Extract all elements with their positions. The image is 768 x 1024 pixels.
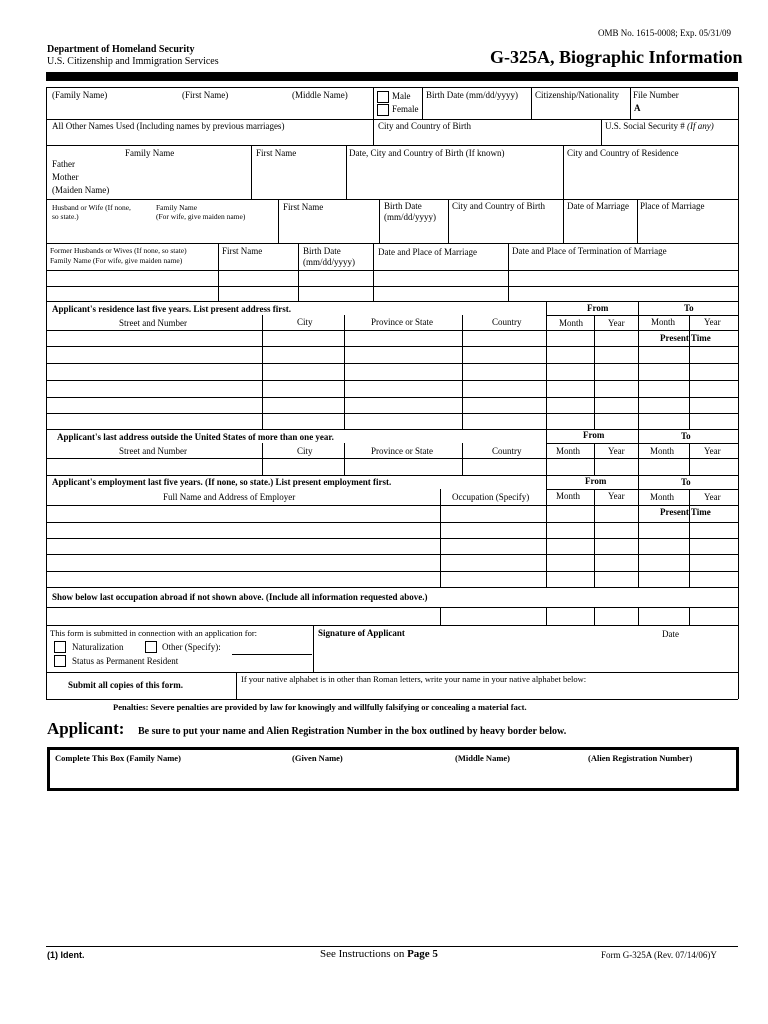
rule <box>46 587 47 625</box>
rule <box>738 243 739 301</box>
rule <box>601 119 602 145</box>
residence-city-label: City <box>297 317 313 327</box>
rule <box>563 199 564 243</box>
place-of-marriage-label: Place of Marriage <box>640 201 705 211</box>
rule <box>546 429 547 475</box>
rule <box>638 429 639 475</box>
form-title: G-325A, Biographic Information <box>490 47 743 67</box>
middle-name-label: (Middle Name) <box>292 90 348 100</box>
permanent-resident-checkbox[interactable] <box>54 655 66 667</box>
abroad-province-label: Province or State <box>371 446 433 456</box>
abroad-city-label: City <box>297 446 313 456</box>
abroad-from-year: Year <box>608 446 625 456</box>
rule <box>448 199 449 243</box>
rule <box>638 607 639 625</box>
employment-section-title: Applicant's employment last five years. (If none, so state.) List present employment first. <box>52 477 392 487</box>
instructions-page-link: Page 5 <box>407 948 438 960</box>
rule <box>440 489 441 587</box>
rule <box>278 199 279 243</box>
instructions-prefix: See Instructions on <box>320 948 408 960</box>
rule <box>46 119 738 120</box>
rule <box>46 458 738 459</box>
rule <box>262 315 263 429</box>
rule <box>546 301 547 429</box>
rule <box>46 699 738 700</box>
rule <box>344 443 345 475</box>
rule <box>46 87 47 119</box>
rule <box>630 87 631 119</box>
rule <box>46 429 47 475</box>
residence-from-year: Year <box>608 318 625 328</box>
rule <box>46 505 738 506</box>
native-alphabet-label: If your native alphabet is in other than Roman letters, write your name in your native alphabet below: <box>241 674 587 684</box>
rule <box>46 475 738 476</box>
rule <box>46 363 738 364</box>
rule <box>373 243 374 301</box>
agency-name: U.S. Citizenship and Immigration Services <box>47 56 219 67</box>
rule <box>46 380 738 381</box>
employment-from-month: Month <box>556 491 581 501</box>
female-label: Female <box>392 104 419 114</box>
rule <box>738 429 739 475</box>
header-rule <box>46 72 738 81</box>
maiden-name-label: (Maiden Name) <box>52 185 110 195</box>
rule <box>236 672 237 699</box>
employment-to-label: To <box>681 477 691 487</box>
former-first-name-label: First Name <box>222 246 263 256</box>
complete-box-middle-label: (Middle Name) <box>455 753 511 763</box>
employment-to-month: Month <box>650 492 675 502</box>
rule <box>46 571 738 572</box>
complete-box-alien-label: (Alien Registration Number) <box>588 753 693 763</box>
employment-from-year: Year <box>608 491 625 501</box>
rule <box>218 243 219 301</box>
rule <box>313 625 314 672</box>
rule <box>46 554 738 555</box>
spouse-label-2: so state.) <box>52 212 79 221</box>
omb-number: OMB No. 1615-0008; Exp. 05/31/09 <box>598 28 732 38</box>
mother-label: Mother <box>52 172 79 182</box>
rule <box>594 607 595 625</box>
former-birth-date-label-2: (mm/dd/yyyy) <box>303 257 355 267</box>
rule <box>738 199 739 243</box>
rule <box>46 413 738 414</box>
rule <box>546 315 738 316</box>
rule <box>563 145 564 199</box>
residence-country-label: Country <box>492 317 522 327</box>
rule <box>638 301 639 429</box>
rule <box>46 119 47 145</box>
footer-rule <box>46 946 738 947</box>
spouse-first-name-label: First Name <box>283 202 324 212</box>
spouse-label-1: Husband or Wife (If none, <box>52 203 131 212</box>
complete-box-family-label: Complete This Box (Family Name) <box>55 753 181 763</box>
employment-present-time: Present Time <box>660 507 711 517</box>
rule <box>738 475 739 587</box>
rule <box>689 489 690 587</box>
rule <box>46 522 738 523</box>
rule <box>262 443 263 475</box>
father-label: Father <box>52 159 75 169</box>
rule <box>46 330 738 331</box>
rule <box>546 489 738 490</box>
rule <box>440 607 441 625</box>
former-marriage-label: Date and Place of Marriage <box>378 247 477 257</box>
residence-to-label: To <box>684 303 694 313</box>
submit-all-copies: Submit all copies of this form. <box>68 680 184 690</box>
rule <box>46 270 738 271</box>
rule <box>251 145 252 199</box>
rule <box>738 587 739 625</box>
residence-from-month: Month <box>559 318 584 328</box>
complete-box-given-label: (Given Name) <box>292 753 343 763</box>
rule <box>531 87 532 119</box>
rule <box>594 443 595 475</box>
rule <box>46 429 738 430</box>
former-label-2: Family Name (For wife, give maiden name) <box>50 256 183 265</box>
spouse-city-birth-label: City and Country of Birth <box>452 201 545 211</box>
rule <box>508 243 509 301</box>
first-name-label: (First Name) <box>182 90 229 100</box>
residence-section-title: Applicant's residence last five years. List present address first. <box>52 304 291 314</box>
see-instructions <box>320 949 438 960</box>
city-country-birth-label: City and Country of Birth <box>378 121 471 131</box>
rule <box>298 243 299 301</box>
signature-label: Signature of Applicant <box>318 628 405 638</box>
female-checkbox[interactable] <box>377 104 389 116</box>
naturalization-checkbox[interactable] <box>54 641 66 653</box>
abroad-to-label: To <box>681 431 691 441</box>
rule <box>462 443 463 475</box>
spouse-birth-date-label-2: (mm/dd/yyyy) <box>384 212 436 222</box>
residence-from-label: From <box>587 303 609 313</box>
rule <box>46 625 47 672</box>
rule <box>422 87 423 119</box>
former-label-1: Former Husbands or Wives (If none, so state) <box>50 246 187 255</box>
rule <box>379 199 380 243</box>
residence-province-label: Province or State <box>371 317 433 327</box>
permanent-resident-label: Status as Permanent Resident <box>72 656 179 666</box>
ssn-note: (If any) <box>687 121 714 131</box>
family-name-label: (Family Name) <box>52 90 108 100</box>
rule <box>46 145 738 146</box>
employment-from-label: From <box>585 476 607 486</box>
birth-date-label: Birth Date (mm/dd/yyyy) <box>426 90 518 100</box>
rule <box>46 538 738 539</box>
form-revision: Form G-325A (Rev. 07/14/06)Y <box>601 950 717 960</box>
abroad-from-month: Month <box>556 446 581 456</box>
spouse-birth-date-label-1: Birth Date <box>384 201 422 211</box>
date-label: Date <box>662 629 679 639</box>
rule <box>46 475 47 587</box>
parents-residence-label: City and Country of Residence <box>567 148 679 158</box>
rule <box>46 286 738 287</box>
applicant-label: Applicant: <box>47 719 125 738</box>
rule <box>638 475 639 587</box>
parents-first-name-label: First Name <box>256 148 297 158</box>
rule <box>689 443 690 475</box>
date-of-marriage-label: Date of Marriage <box>567 201 629 211</box>
rule <box>46 672 738 673</box>
rule <box>46 301 738 302</box>
residence-to-year: Year <box>704 317 721 327</box>
other-checkbox[interactable] <box>145 641 157 653</box>
abroad-street-label: Street and Number <box>119 446 187 456</box>
other-specify-line[interactable] <box>232 654 312 655</box>
rule <box>594 489 595 587</box>
rule <box>46 199 738 200</box>
rule <box>373 87 374 119</box>
citizenship-label: Citizenship/Nationality <box>535 90 619 100</box>
rule <box>546 475 547 587</box>
rule <box>46 672 47 699</box>
rule <box>738 119 739 145</box>
rule <box>546 443 738 444</box>
rule <box>46 87 738 88</box>
rule <box>46 199 47 243</box>
abroad-from-label: From <box>583 430 605 440</box>
rule <box>373 119 374 145</box>
penalties-notice: Penalties: Severe penalties are provided by law for knowingly and willfully falsifying or concealing a material fact. <box>113 702 527 712</box>
rule <box>46 346 738 347</box>
ssn-label <box>605 122 714 131</box>
abroad-country-label: Country <box>492 446 522 456</box>
spouse-family-label-2: (For wife, give maiden name) <box>156 212 246 221</box>
ident-label: (1) Ident. <box>47 950 85 960</box>
naturalization-label: Naturalization <box>72 642 124 652</box>
employer-label: Full Name and Address of Employer <box>163 492 296 502</box>
other-names-label: All Other Names Used (Including names by previous marriages) <box>52 121 285 131</box>
parents-birth-label: Date, City and Country of Birth (If known) <box>349 148 505 158</box>
male-checkbox[interactable] <box>377 91 389 103</box>
rule <box>738 625 739 699</box>
rule <box>637 199 638 243</box>
abroad-section-title: Applicant's last address outside the United States of more than one year. <box>57 432 334 442</box>
file-number-label: File Number <box>633 90 679 100</box>
other-specify-label: Other (Specify): <box>162 642 221 652</box>
applicant-instruction: Be sure to put your name and Alien Registration Number in the box outlined by heavy border below. <box>138 726 567 737</box>
rule <box>462 315 463 429</box>
rule <box>46 145 47 199</box>
residence-street-label: Street and Number <box>119 318 187 328</box>
file-number-prefix: A <box>634 103 641 113</box>
rule <box>46 587 738 588</box>
rule <box>46 607 738 608</box>
parents-family-name-label: Family Name <box>125 148 175 158</box>
ssn-label-text: U.S. Social Security # <box>605 121 685 131</box>
rule <box>738 87 739 119</box>
rule <box>46 397 738 398</box>
rule <box>689 607 690 625</box>
occupation-abroad-title: Show below last occupation abroad if not shown above. (Include all information requested above.) <box>52 592 428 602</box>
department-name: Department of Homeland Security <box>47 44 195 55</box>
abroad-to-year: Year <box>704 446 721 456</box>
submission-intro: This form is submitted in connection with an application for: <box>50 628 258 638</box>
residence-to-month: Month <box>651 317 676 327</box>
abroad-to-month: Month <box>650 446 675 456</box>
occupation-label: Occupation (Specify) <box>452 492 530 502</box>
rule <box>46 243 47 301</box>
former-birth-date-label-1: Birth Date <box>303 246 341 256</box>
rule <box>344 315 345 429</box>
rule <box>346 145 347 199</box>
rule <box>46 625 738 626</box>
residence-present-time: Present Time <box>660 333 711 343</box>
male-label: Male <box>392 91 411 101</box>
rule <box>738 301 739 429</box>
rule <box>738 145 739 199</box>
former-termination-label: Date and Place of Termination of Marriage <box>512 246 667 256</box>
rule <box>546 607 547 625</box>
rule <box>46 243 738 244</box>
employment-to-year: Year <box>704 492 721 502</box>
spouse-family-label-1: Family Name <box>156 203 198 212</box>
rule <box>594 315 595 429</box>
rule <box>46 301 47 429</box>
